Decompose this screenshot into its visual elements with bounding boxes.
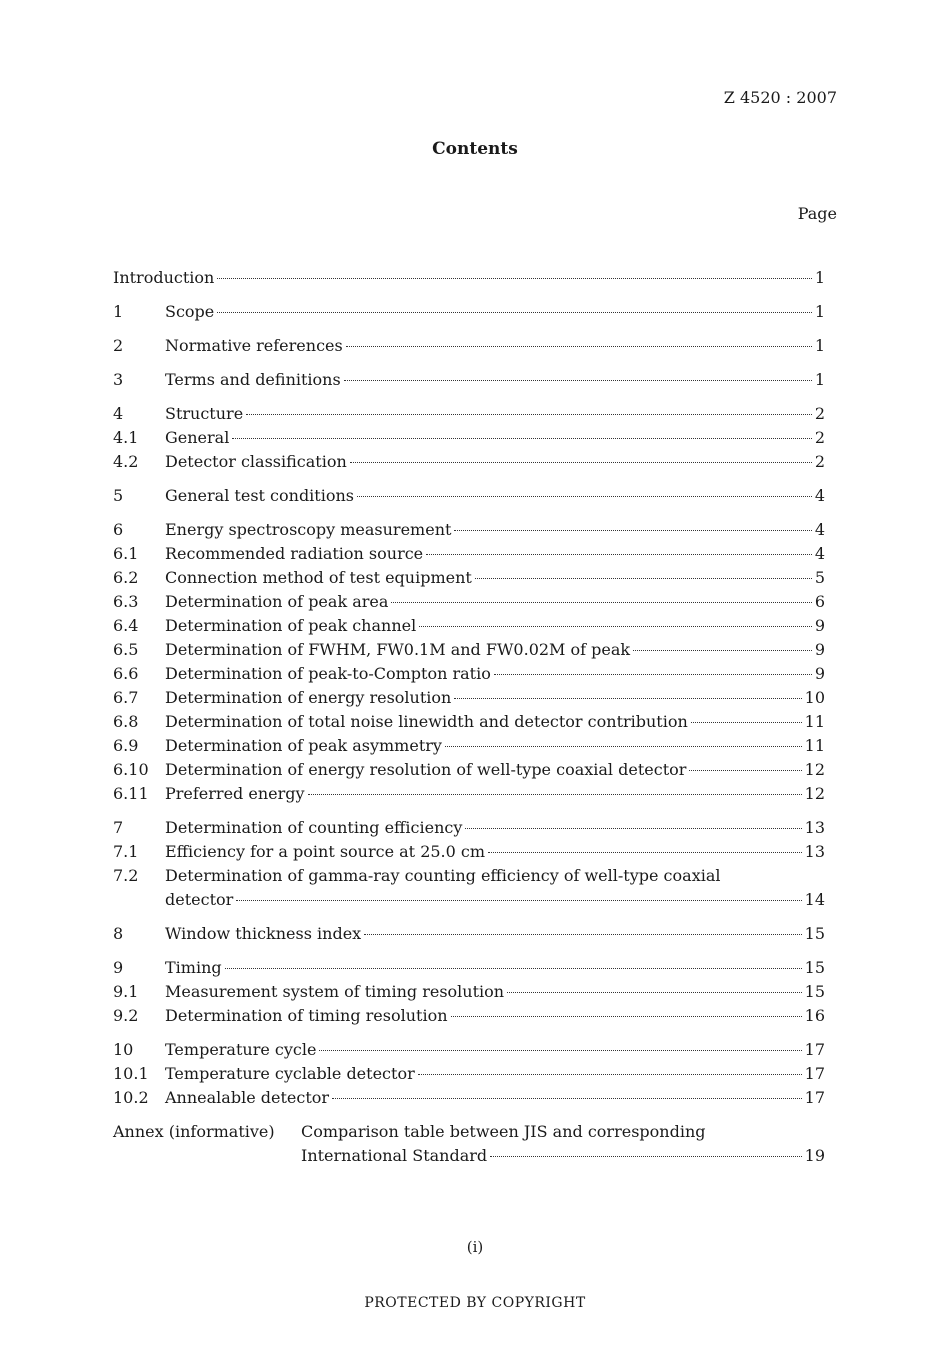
toc-entry[interactable] (113, 300, 825, 324)
page-title: Contents (432, 139, 518, 159)
toc-entry-number: 6.3 (113, 592, 139, 611)
toc-entry[interactable] (113, 840, 825, 864)
toc-entry-title: Scope (165, 302, 215, 321)
toc-entry-title: Determination of peak-to-Compton ratio (165, 664, 491, 683)
toc-entry-page: 9 (814, 640, 825, 659)
copyright-footer: PROTECTED BY COPYRIGHT (364, 1295, 586, 1311)
toc-entry-title: General (165, 428, 230, 447)
toc-entry[interactable] (113, 402, 825, 426)
leader-dots (217, 312, 812, 313)
leader-dots (691, 722, 802, 723)
leader-dots (454, 530, 811, 531)
toc-entry-title: Determination of total noise linewidth and detector contribution (165, 712, 688, 731)
leader-dots (332, 1098, 802, 1099)
page-column-label: Page (797, 204, 837, 223)
toc-entry[interactable] (113, 734, 825, 758)
leader-dots (418, 1074, 802, 1075)
toc-entry-title: Preferred energy (165, 784, 305, 803)
toc-entry-number: 4.2 (113, 452, 139, 471)
toc-entry-page: 15 (804, 924, 825, 943)
toc-entry[interactable] (113, 816, 825, 840)
toc-entry-title: Recommended radiation source (165, 544, 424, 563)
leader-dots (344, 380, 812, 381)
leader-dots (465, 828, 801, 829)
toc-entry-title: Annealable detector (165, 1088, 330, 1107)
toc-entry-page: 9 (814, 616, 825, 635)
toc-entry-page: 5 (814, 568, 825, 587)
toc-entry[interactable] (113, 450, 825, 474)
toc-entry[interactable] (113, 566, 825, 590)
toc-entry-number: 4.1 (113, 428, 139, 447)
toc-entry-title: Timing (165, 958, 222, 977)
toc-entry-page: 2 (814, 404, 825, 423)
leader-dots (217, 278, 811, 279)
leader-dots (488, 852, 802, 853)
toc-entry-number: 6.1 (113, 544, 139, 563)
toc-entry[interactable] (113, 334, 825, 358)
toc-entry-number: 6 (113, 520, 124, 539)
leader-dots (346, 346, 812, 347)
table-of-contents (113, 266, 825, 1168)
leader-dots (507, 992, 802, 993)
toc-entry[interactable] (113, 426, 825, 450)
toc-entry-page: 2 (814, 428, 825, 447)
leader-dots (419, 626, 812, 627)
toc-entry-page: 2 (814, 452, 825, 471)
toc-entry[interactable] (113, 686, 825, 710)
toc-entry-number: 2 (113, 336, 124, 355)
leader-dots (232, 438, 811, 439)
toc-entry-title: Normative references (165, 336, 343, 355)
toc-entry-title: Efficiency for a point source at 25.0 cm (165, 842, 486, 861)
toc-annex-continuation-text: International Standard (301, 1146, 488, 1165)
toc-entry-title: Determination of timing resolution (165, 1006, 448, 1025)
toc-entry-number: 5 (113, 486, 124, 505)
toc-annex-title: Comparison table between JIS and corresponding (301, 1122, 706, 1141)
toc-entry-number: 1 (113, 302, 124, 321)
toc-entry-title: Determination of energy resolution of well-type coaxial detector (165, 760, 687, 779)
toc-entry-title: Energy spectroscopy measurement (165, 520, 452, 539)
toc-entry-number: 9 (113, 958, 124, 977)
toc-entry-continuation-text: detector (165, 890, 234, 909)
toc-entry[interactable] (113, 638, 825, 662)
toc-entry-page: 11 (804, 712, 825, 731)
toc-entry-number: 9.2 (113, 1006, 139, 1025)
toc-entry-page: 4 (814, 486, 825, 505)
leader-dots (364, 934, 801, 935)
toc-entry[interactable] (113, 922, 825, 946)
toc-entry-number: 6.2 (113, 568, 139, 587)
page-number: (i) (466, 1238, 484, 1256)
toc-entry-page: 17 (804, 1064, 825, 1083)
toc-entry-number: 6.11 (113, 784, 149, 803)
toc-entry[interactable] (113, 368, 825, 392)
toc-entry[interactable] (113, 266, 825, 290)
toc-entry-number: 6.8 (113, 712, 139, 731)
toc-entry-number: 10.1 (113, 1064, 149, 1083)
toc-entry-page: 11 (804, 736, 825, 755)
toc-entry[interactable] (113, 590, 825, 614)
toc-entry-number: 3 (113, 370, 124, 389)
toc-entry-title: Temperature cyclable detector (165, 1064, 415, 1083)
leader-dots (454, 698, 801, 699)
toc-entry[interactable] (113, 710, 825, 734)
toc-annex-label: Annex (informative) (113, 1122, 275, 1141)
toc-entry[interactable] (113, 1062, 825, 1086)
toc-entry-number: 7.2 (113, 866, 139, 885)
toc-entry-page: 1 (814, 268, 825, 287)
toc-annex-row[interactable] (113, 1120, 825, 1144)
standard-number: Z 4520 : 2007 (723, 88, 837, 107)
toc-entry-continuation[interactable] (113, 888, 825, 912)
toc-entry-page: 1 (814, 336, 825, 355)
leader-dots (391, 602, 811, 603)
toc-entry-page: 9 (814, 664, 825, 683)
leader-dots (426, 554, 812, 555)
toc-entry[interactable] (113, 782, 825, 806)
toc-entry-title: Determination of peak area (165, 592, 389, 611)
toc-entry-page: 12 (804, 784, 825, 803)
toc-entry-title: Connection method of test equipment (165, 568, 472, 587)
toc-entry-title: Determination of peak channel (165, 616, 417, 635)
toc-entry-number: 6.10 (113, 760, 149, 779)
toc-entry[interactable] (113, 758, 825, 782)
toc-entry[interactable] (113, 956, 825, 980)
toc-entry-number: 8 (113, 924, 124, 943)
toc-entry-page: 1 (814, 302, 825, 321)
toc-entry-number: 10.2 (113, 1088, 149, 1107)
toc-entry-page: 17 (804, 1088, 825, 1107)
toc-entry-page: 16 (804, 1006, 825, 1025)
toc-entry-title: General test conditions (165, 486, 354, 505)
leader-dots (475, 578, 812, 579)
leader-dots (225, 968, 802, 969)
toc-entry[interactable] (113, 1004, 825, 1028)
toc-entry-page: 15 (804, 982, 825, 1001)
leader-dots (689, 770, 801, 771)
leader-dots (308, 794, 802, 795)
leader-dots (445, 746, 802, 747)
toc-entry-title: Detector classification (165, 452, 347, 471)
leader-dots (451, 1016, 802, 1017)
toc-entry[interactable] (113, 662, 825, 686)
toc-entry-number: 6.9 (113, 736, 139, 755)
toc-entry[interactable] (113, 864, 825, 888)
toc-entry[interactable] (113, 542, 825, 566)
toc-entry-number: 10 (113, 1040, 134, 1059)
toc-entry-number: 9.1 (113, 982, 139, 1001)
toc-entry-number: 7.1 (113, 842, 139, 861)
leader-dots (494, 674, 812, 675)
leader-dots (490, 1156, 801, 1157)
leader-dots (246, 414, 812, 415)
toc-entry-number: 7 (113, 818, 124, 837)
toc-entry-number: 4 (113, 404, 124, 423)
toc-entry[interactable] (113, 980, 825, 1004)
toc-entry[interactable] (113, 484, 825, 508)
toc-annex-continuation[interactable] (113, 1144, 825, 1168)
toc-entry[interactable] (113, 614, 825, 638)
toc-entry-number: 6.4 (113, 616, 139, 635)
toc-entry[interactable] (113, 1038, 825, 1062)
toc-entry-page: 1 (814, 370, 825, 389)
toc-entry-page: 17 (804, 1040, 825, 1059)
toc-entry-title: Determination of energy resolution (165, 688, 452, 707)
toc-entry-title: Structure (165, 404, 244, 423)
toc-entry-title: Window thickness index (165, 924, 362, 943)
leader-dots (236, 900, 801, 901)
toc-entry-title: Determination of counting efficiency (165, 818, 463, 837)
leader-dots (319, 1050, 801, 1051)
toc-entry-title: Introduction (113, 268, 215, 287)
leader-dots (357, 496, 812, 497)
toc-entry-page: 13 (804, 818, 825, 837)
toc-annex-page: 19 (804, 1146, 825, 1165)
toc-entry-page: 4 (814, 544, 825, 563)
toc-entry-page: 4 (814, 520, 825, 539)
toc-entry-number: 6.7 (113, 688, 139, 707)
toc-entry[interactable] (113, 518, 825, 542)
toc-entry-page: 12 (804, 760, 825, 779)
toc-entry[interactable] (113, 1086, 825, 1110)
toc-entry-page: 13 (804, 842, 825, 861)
toc-entry-title: Terms and definitions (165, 370, 341, 389)
toc-entry-number: 6.5 (113, 640, 139, 659)
leader-dots (350, 462, 812, 463)
toc-entry-number: 6.6 (113, 664, 139, 683)
toc-entry-title: Temperature cycle (165, 1040, 317, 1059)
toc-entry-title: Measurement system of timing resolution (165, 982, 505, 1001)
toc-entry-title: Determination of gamma-ray counting efficiency of well-type coaxial (165, 866, 721, 885)
toc-entry-page: 6 (814, 592, 825, 611)
toc-entry-page: 15 (804, 958, 825, 977)
toc-entry-title: Determination of peak asymmetry (165, 736, 442, 755)
toc-entry-title: Determination of FWHM, FW0.1M and FW0.02M of peak (165, 640, 631, 659)
toc-entry-page: 14 (804, 890, 825, 909)
toc-entry-page: 10 (804, 688, 825, 707)
leader-dots (633, 650, 812, 651)
